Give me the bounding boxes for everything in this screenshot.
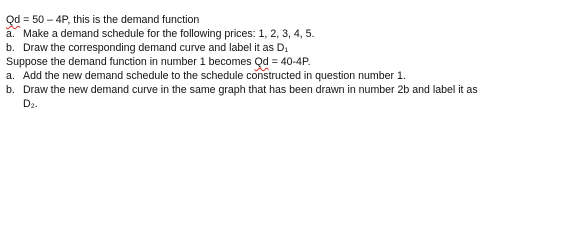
demand-function-line bbox=[6, 14, 199, 27]
suppose-text: Suppose the demand function in number 1 becomes bbox=[6, 56, 255, 68]
list-marker-b: b. bbox=[6, 42, 15, 54]
question-2b-continuation: D₂. bbox=[23, 98, 38, 110]
suppose-line bbox=[6, 56, 311, 69]
question-2b-text: Draw the new demand curve in the same graph that has been drawn in number 2b and label it as bbox=[23, 84, 478, 96]
question-1b-text: Draw the corresponding demand curve and label it as D₁ bbox=[23, 42, 289, 54]
question-1a-text: Make a demand schedule for the following prices: 1, 2, 3, 4, 5. bbox=[23, 28, 315, 40]
list-marker-a: a. bbox=[6, 28, 15, 40]
question-2a-text: Add the new demand schedule to the schedule constructed in question number 1. bbox=[23, 70, 406, 82]
demand-function-text: = 50 – 4P, this is the demand function bbox=[20, 14, 200, 26]
list-marker-a: a. bbox=[6, 70, 15, 82]
spellcheck-word: Qd bbox=[6, 14, 21, 26]
new-demand-function-text: = 40-4P. bbox=[268, 56, 311, 68]
spellcheck-word: Qd bbox=[254, 56, 269, 68]
list-marker-b: b. bbox=[6, 84, 15, 96]
